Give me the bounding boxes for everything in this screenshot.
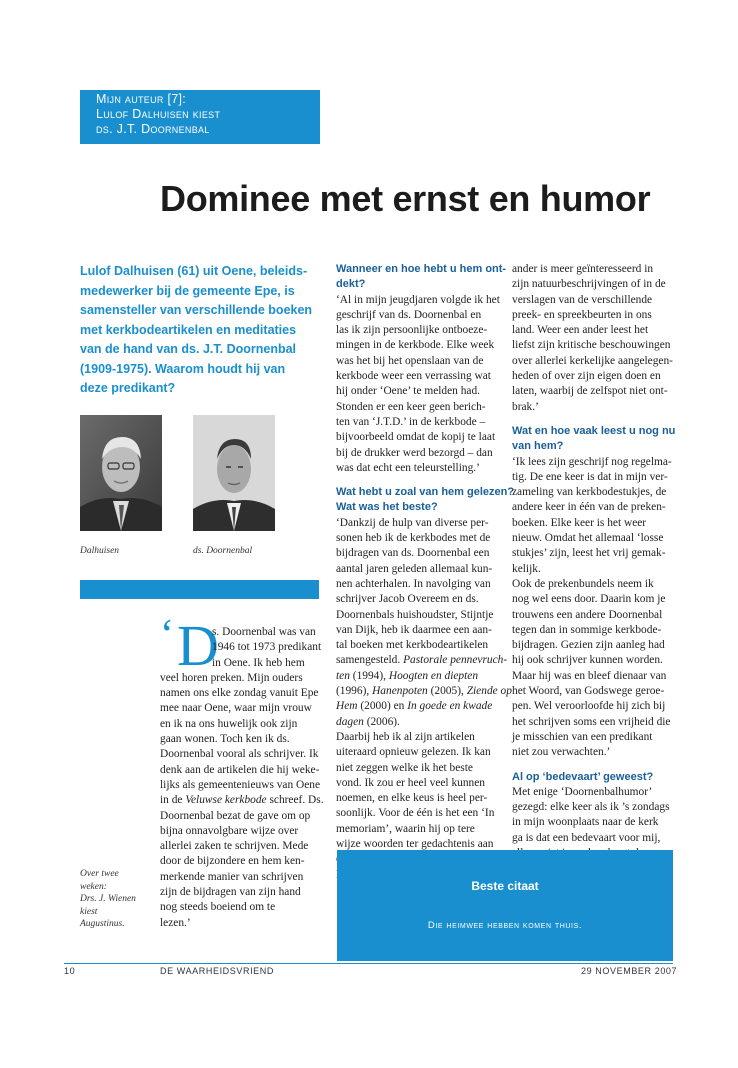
answer-line: geschrijf van ds. Doornenbal en <box>336 308 482 321</box>
book-title: ten <box>336 669 350 682</box>
answer-line: stukjes’ zijn, leest het vrij gemak- <box>512 547 666 560</box>
answer-text: samengesteld. <box>336 654 404 667</box>
quote-line: Doornenbal bezat de gave om op <box>160 809 311 822</box>
quote-line: mee naar Oene, waar mijn vrouw <box>160 702 312 715</box>
answer-line: preek- en spreekbeurten in ons <box>512 308 652 321</box>
book-title: In goede en kwade <box>407 700 493 713</box>
answer-line: zameling van kerkbodestukjes, de <box>512 486 667 499</box>
answer-line: kerkbode weer een verrassing wat <box>336 370 491 383</box>
note-line: Over twee <box>80 869 119 879</box>
issue-date: 29 NOVEMBER 2007 <box>581 966 678 976</box>
series-line: Lulof Dalhuisen kiest <box>96 107 221 121</box>
photo-dalhuisen <box>80 415 162 531</box>
answer-line: ‘Dankzij de hulp van diverse per- <box>336 516 489 529</box>
article-headline: Dominee met ernst en humor <box>160 178 651 219</box>
book-year: (2005), <box>427 685 467 698</box>
best-quote-title: Beste citaat <box>471 879 539 893</box>
interview-question: Wat hebt u zoal van hem gelezen? <box>336 486 515 499</box>
answer-line: mingen in de kerkbode. Elke week <box>336 339 495 352</box>
answer-line: nen achterhalen. In navolging van <box>336 577 491 590</box>
footer-divider <box>64 963 673 964</box>
answer-line: Maar hij was en bleef dienaar van <box>512 669 667 682</box>
quote-line: s. Doornenbal was van <box>212 626 316 638</box>
answer-line: sonen heb ik de kerkbodes met de <box>336 532 491 545</box>
article-column-2 <box>336 262 515 883</box>
answer-line: bijdragen. Gezien zijn aanleg had <box>512 639 665 652</box>
answer-line: wijze woorden ter gedachtenis aan <box>336 837 494 850</box>
answer-line <box>336 669 501 684</box>
note-line: Drs. J. Wienen <box>80 894 136 904</box>
answer-line: tegen dan in sommige kerkbode- <box>512 623 662 636</box>
quote-line: lezen.’ <box>160 916 191 929</box>
photo-doornenbal <box>193 415 275 531</box>
answer-line: heden of over zijn eigen doen en <box>512 370 661 383</box>
best-quote-text: Die heimwee hebben komen thuis. <box>427 920 583 931</box>
answer-line: ander is meer geïnteresseerd in <box>512 263 654 275</box>
answer-line: laten, waarbij de zelfspot niet ont- <box>512 385 668 398</box>
answer-line: het Woord, van Godswege geroe- <box>512 685 665 698</box>
quote-text: in de <box>160 794 186 807</box>
answer-line: was het bij het openslaan van de <box>336 354 484 367</box>
interview-question: Wat was het beste? <box>336 501 438 514</box>
answer-line: van Dijk, heb ik daarmee een aan- <box>336 623 492 636</box>
interview-question: Wat en hoe vaak leest u nog nu <box>512 424 676 437</box>
open-quote-mark: ‘ <box>160 612 174 658</box>
answer-line: aantal jaren geleden allemaal kun- <box>336 562 493 575</box>
intro-line: met kerkbodeartikelen en meditaties <box>80 322 297 337</box>
series-line: ds. J.T. Doornenbal <box>96 122 210 136</box>
book-title: Ziende op <box>466 685 512 698</box>
note-line: Augustinus. <box>80 919 125 929</box>
article-column-3 <box>512 262 677 877</box>
interview-question: Wanneer en hoe hebt u hem ont- <box>336 263 507 275</box>
quote-line: door de bijzondere en hem ken- <box>160 855 305 868</box>
answer-line: niet zou verwachten.’ <box>512 746 611 759</box>
book-year: (1996), <box>336 685 373 698</box>
note-line: weken: <box>80 881 107 892</box>
answer-line: hij ook schrijver kunnen worden. <box>512 654 663 667</box>
book-year: (1994), <box>349 669 389 682</box>
intro-line: medewerker bij de gemeente Epe, is <box>80 283 295 298</box>
intro-lead <box>80 262 318 399</box>
book-year: (2006). <box>363 715 400 728</box>
drop-cap: D <box>177 613 219 678</box>
interview-question: dekt? <box>336 278 366 291</box>
answer-line: uiteraard opnieuw gelezen. Ik kan <box>336 746 491 759</box>
best-quote-box <box>337 850 673 961</box>
intro-line: samensteller van verschillende boeken <box>80 303 313 317</box>
answer-line <box>336 684 512 699</box>
book-title: Pastorale pennevruch- <box>403 654 508 667</box>
answer-line: tal boeken met kerkbodeartikelen <box>336 639 489 652</box>
answer-line: brak.’ <box>512 400 539 413</box>
answer-line: zijn natuurbeschrijvingen of in de <box>512 278 666 291</box>
answer-line: soonlijk. Voor de één is het een ‘In <box>336 807 495 820</box>
answer-line: Stonden er een keer geen berich- <box>336 400 486 413</box>
magazine-name: DE WAARHEIDSVRIEND <box>160 966 274 976</box>
answer-line: las ik zijn persoonlijke ontboeze- <box>336 324 488 337</box>
intro-line: (1909-1975). Waarom houdt hij van <box>80 361 286 376</box>
answer-line: Doornenbals huishoudster, Stijntje <box>336 608 494 621</box>
answer-line: ‘Al in mijn jeugdjaren volgde ik het <box>336 293 500 306</box>
quote-line: zijn de bijdragen van zijn hand <box>160 886 301 899</box>
answer-line: over allerlei kerkelijke aangelegen- <box>512 354 673 367</box>
answer-line: ga is dat een bedevaart voor mij, <box>512 831 661 844</box>
book-title: dagen <box>336 715 364 728</box>
quote-line: merkende manier van schrijven <box>160 870 304 883</box>
answer-line: nieuw. Omdat het allemaal ‘losse <box>512 532 664 545</box>
answer-line: andere keer in één van de preken- <box>512 501 666 514</box>
publication-title: Veluwse kerkbode <box>185 794 267 807</box>
quote-line: nog steeds boeiend om te <box>160 901 276 914</box>
answer-line: vond. Ik zou er heel veel kunnen <box>336 776 485 789</box>
quote-line: 1946 tot 1973 predikant <box>212 641 322 654</box>
caption-dalhuisen: Dalhuisen <box>80 546 120 556</box>
interview-question: van hem? <box>512 440 564 453</box>
answer-line: tig. De ene keer is dat in mijn ver- <box>512 470 668 483</box>
answer-line: bij de drukker werd bezorgd – dan <box>336 446 493 459</box>
answer-line <box>336 653 508 668</box>
answer-line: Ook de prekenbundels neem ik <box>512 577 654 590</box>
quote-line: namen ons elke zondag vanuit Epe <box>160 687 319 700</box>
quote-line: in Oene. Ik heb hem <box>212 656 305 669</box>
answer-line: trouwens een andere Doornenbal <box>512 608 663 621</box>
quote-text: schreef. Ds. <box>266 794 324 807</box>
book-title: Hoogten en diepten <box>388 669 479 682</box>
page-number: 10 <box>64 966 76 976</box>
intro-line: deze predikant? <box>80 381 176 395</box>
quote-line: allerlei zaken te schrijven. Mede <box>160 840 309 853</box>
answer-line: was dat echt een teleurstelling.’ <box>336 461 480 474</box>
answer-line: ten van ‘J.T.D.’ in de kerkbode – <box>336 415 486 428</box>
book-title: Hanenpoten <box>372 685 428 698</box>
caption-doornenbal: ds. Doornenbal <box>193 546 253 556</box>
answer-line: noemen, en elke keus is heel per- <box>336 792 488 805</box>
series-label-box <box>80 90 320 144</box>
answer-line: ‘Ik lees zijn geschrijf nog regelma- <box>512 455 672 468</box>
answer-line: Daarbij heb ik al zijn artikelen <box>336 730 475 743</box>
accent-bar <box>80 580 319 599</box>
intro-line: Lulof Dalhuisen (61) uit Oene, beleids- <box>80 264 308 278</box>
note-line: kiest <box>80 906 98 917</box>
answer-line: niet zeggen welke ik het beste <box>336 761 473 774</box>
quote-line <box>160 793 325 808</box>
answer-line: je misschien van een predikant <box>512 730 653 743</box>
quote-line: lijks als gemeentenieuws van Oene <box>160 778 321 791</box>
quote-line: gaan wonen. Toch ken ik ds. <box>160 733 290 746</box>
answer-line: Met enige ‘Doornenbalhumor’ <box>512 785 653 798</box>
next-issue-note <box>80 868 136 931</box>
answer-line <box>336 715 501 730</box>
answer-line: in mijn woonplaats naar de kerk <box>512 816 659 829</box>
book-year: (2000) en <box>357 700 408 713</box>
series-line: Mijn auteur [7]: <box>96 92 187 106</box>
quote-column <box>160 625 325 931</box>
intro-line: van de hand van ds. J.T. Doornenbal <box>80 342 297 356</box>
answer-line: liefst zijn kritische beschouwingen <box>512 339 671 352</box>
answer-line: boeken. Elke keer is het weer <box>512 516 647 529</box>
answer-line: het schrijven soms een vrijheid die <box>512 715 671 728</box>
quote-line: denk aan de artikelen die hij weke- <box>160 763 320 776</box>
answer-line: bijdragen van ds. Doornenbal een <box>336 547 490 560</box>
answer-line: bijvoorbeeld omdat de kopij te laat <box>336 431 496 444</box>
quote-line: veel horen preken. Mijn ouders <box>160 671 303 684</box>
quote-line: bijna onnavolgbare wijze over <box>160 824 299 837</box>
answer-line: nog wel eens door. Daarin kom je <box>512 593 666 606</box>
answer-line: pen. Wel veroorloofde hij zich bij <box>512 700 666 713</box>
answer-line: gezegd: elke keer als ik ’s zondags <box>512 801 670 814</box>
answer-line: kelijk. <box>512 562 541 575</box>
quote-line: Doornenbal vooral als schrijver. Ik <box>160 748 319 761</box>
quote-line: en ik na ons huwelijk ook zijn <box>160 717 298 730</box>
answer-line <box>336 699 501 714</box>
interview-question: Al op ‘bedevaart’ geweest? <box>512 770 654 783</box>
answer-line: memoriam’, waarin hij op tere <box>336 822 475 835</box>
answer-line: verslagen van de verschillende <box>512 293 653 306</box>
answer-line: schrijver Jacob Overeem en ds. <box>336 593 479 606</box>
answer-line: hij onder ‘Oene’ te melden had. <box>336 385 481 398</box>
book-title: Hem <box>336 700 358 713</box>
answer-line: land. Weer een ander leest het <box>512 324 649 337</box>
